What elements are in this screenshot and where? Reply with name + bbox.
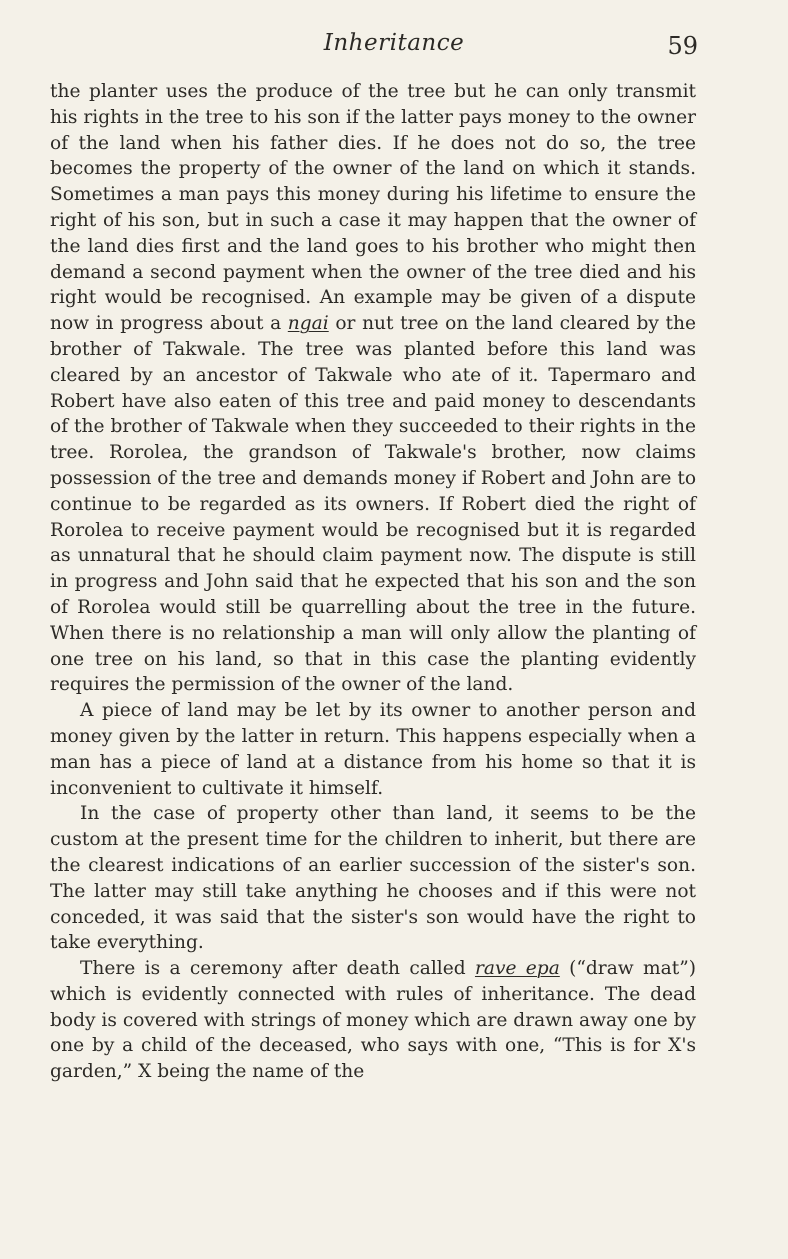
page-number: 59 <box>667 32 698 60</box>
paragraph-tree-rights <box>50 79 696 698</box>
paragraph-land-letting: A piece of land may be let by its owner to another person and money given by the latter in return. This happens especially when a man has a piece of land at a distance from his home so that it is inconvenient to cultivate it himself. <box>50 700 696 799</box>
running-title: Inheritance <box>323 30 465 56</box>
term-rave-epa: rave epa <box>474 958 560 980</box>
paragraph-property-inheritance: In the case of property other than land, it seems to be the custom at the present time for the children to inherit, but there are the clearest indications of an earlier succession of the sister's son. The latter may still take anything he chooses and if this were not conceded, it was said that the sister's son would have the right to take everything. <box>50 803 696 954</box>
page-header <box>0 30 788 66</box>
paragraph-text: (“draw mat”) which is evidently connected with rules of inheritance. The dead body is covered with strings of money which are drawn away one by one by a child of the deceased, who says with one, “This is for X's garden,” X being the name of the <box>50 958 696 1083</box>
paragraph-text: the planter uses the produce of the tree but he can only transmit his rights in the tree to his son if the latter pays money to the owner of the land when his father dies. If he does not do so, the tree becomes the property of the owner of the land on which it stands. Sometimes a man pays this money during his lifetime to ensure the right of his son, but in such a case it may happen that the owner of the land dies first and the land goes to his brother who might then demand a second payment when the owner of the tree died and his right would be recognised. An example may be given of a dispute now in progress about a <box>50 81 697 335</box>
paragraph-rave-epa-ceremony <box>50 956 696 1085</box>
paragraph-text: or nut tree on the land cleared by the brother of Takwale. The tree was planted before this land was cleared by an ancestor of Takwale who ate of it. Tapermaro and Robert have also eaten of this tree and paid money to descendants of the brother of Takwale when they succeeded to their rights in the tree. Rorolea, the grandson of Takwale's brother, now claims possession of the tree and demands money if Robert and John are to continue to be regarded as its owners. If Robert died the right of Rorolea to receive payment would be recognised but it is regarded as unnatural that he should claim payment now. The dispute is still in progress and John said that he expected that his son and the son of Rorolea would still be quarrelling about the tree in the future. When there is no relationship a man will only allow the planting of one tree on his land, so that in this case the planting evidently requires the permission of the owner of the land. <box>50 313 697 696</box>
paragraph-text: There is a ceremony after death called <box>80 958 475 980</box>
body-text <box>50 79 696 1085</box>
term-ngai: ngai <box>287 313 329 335</box>
